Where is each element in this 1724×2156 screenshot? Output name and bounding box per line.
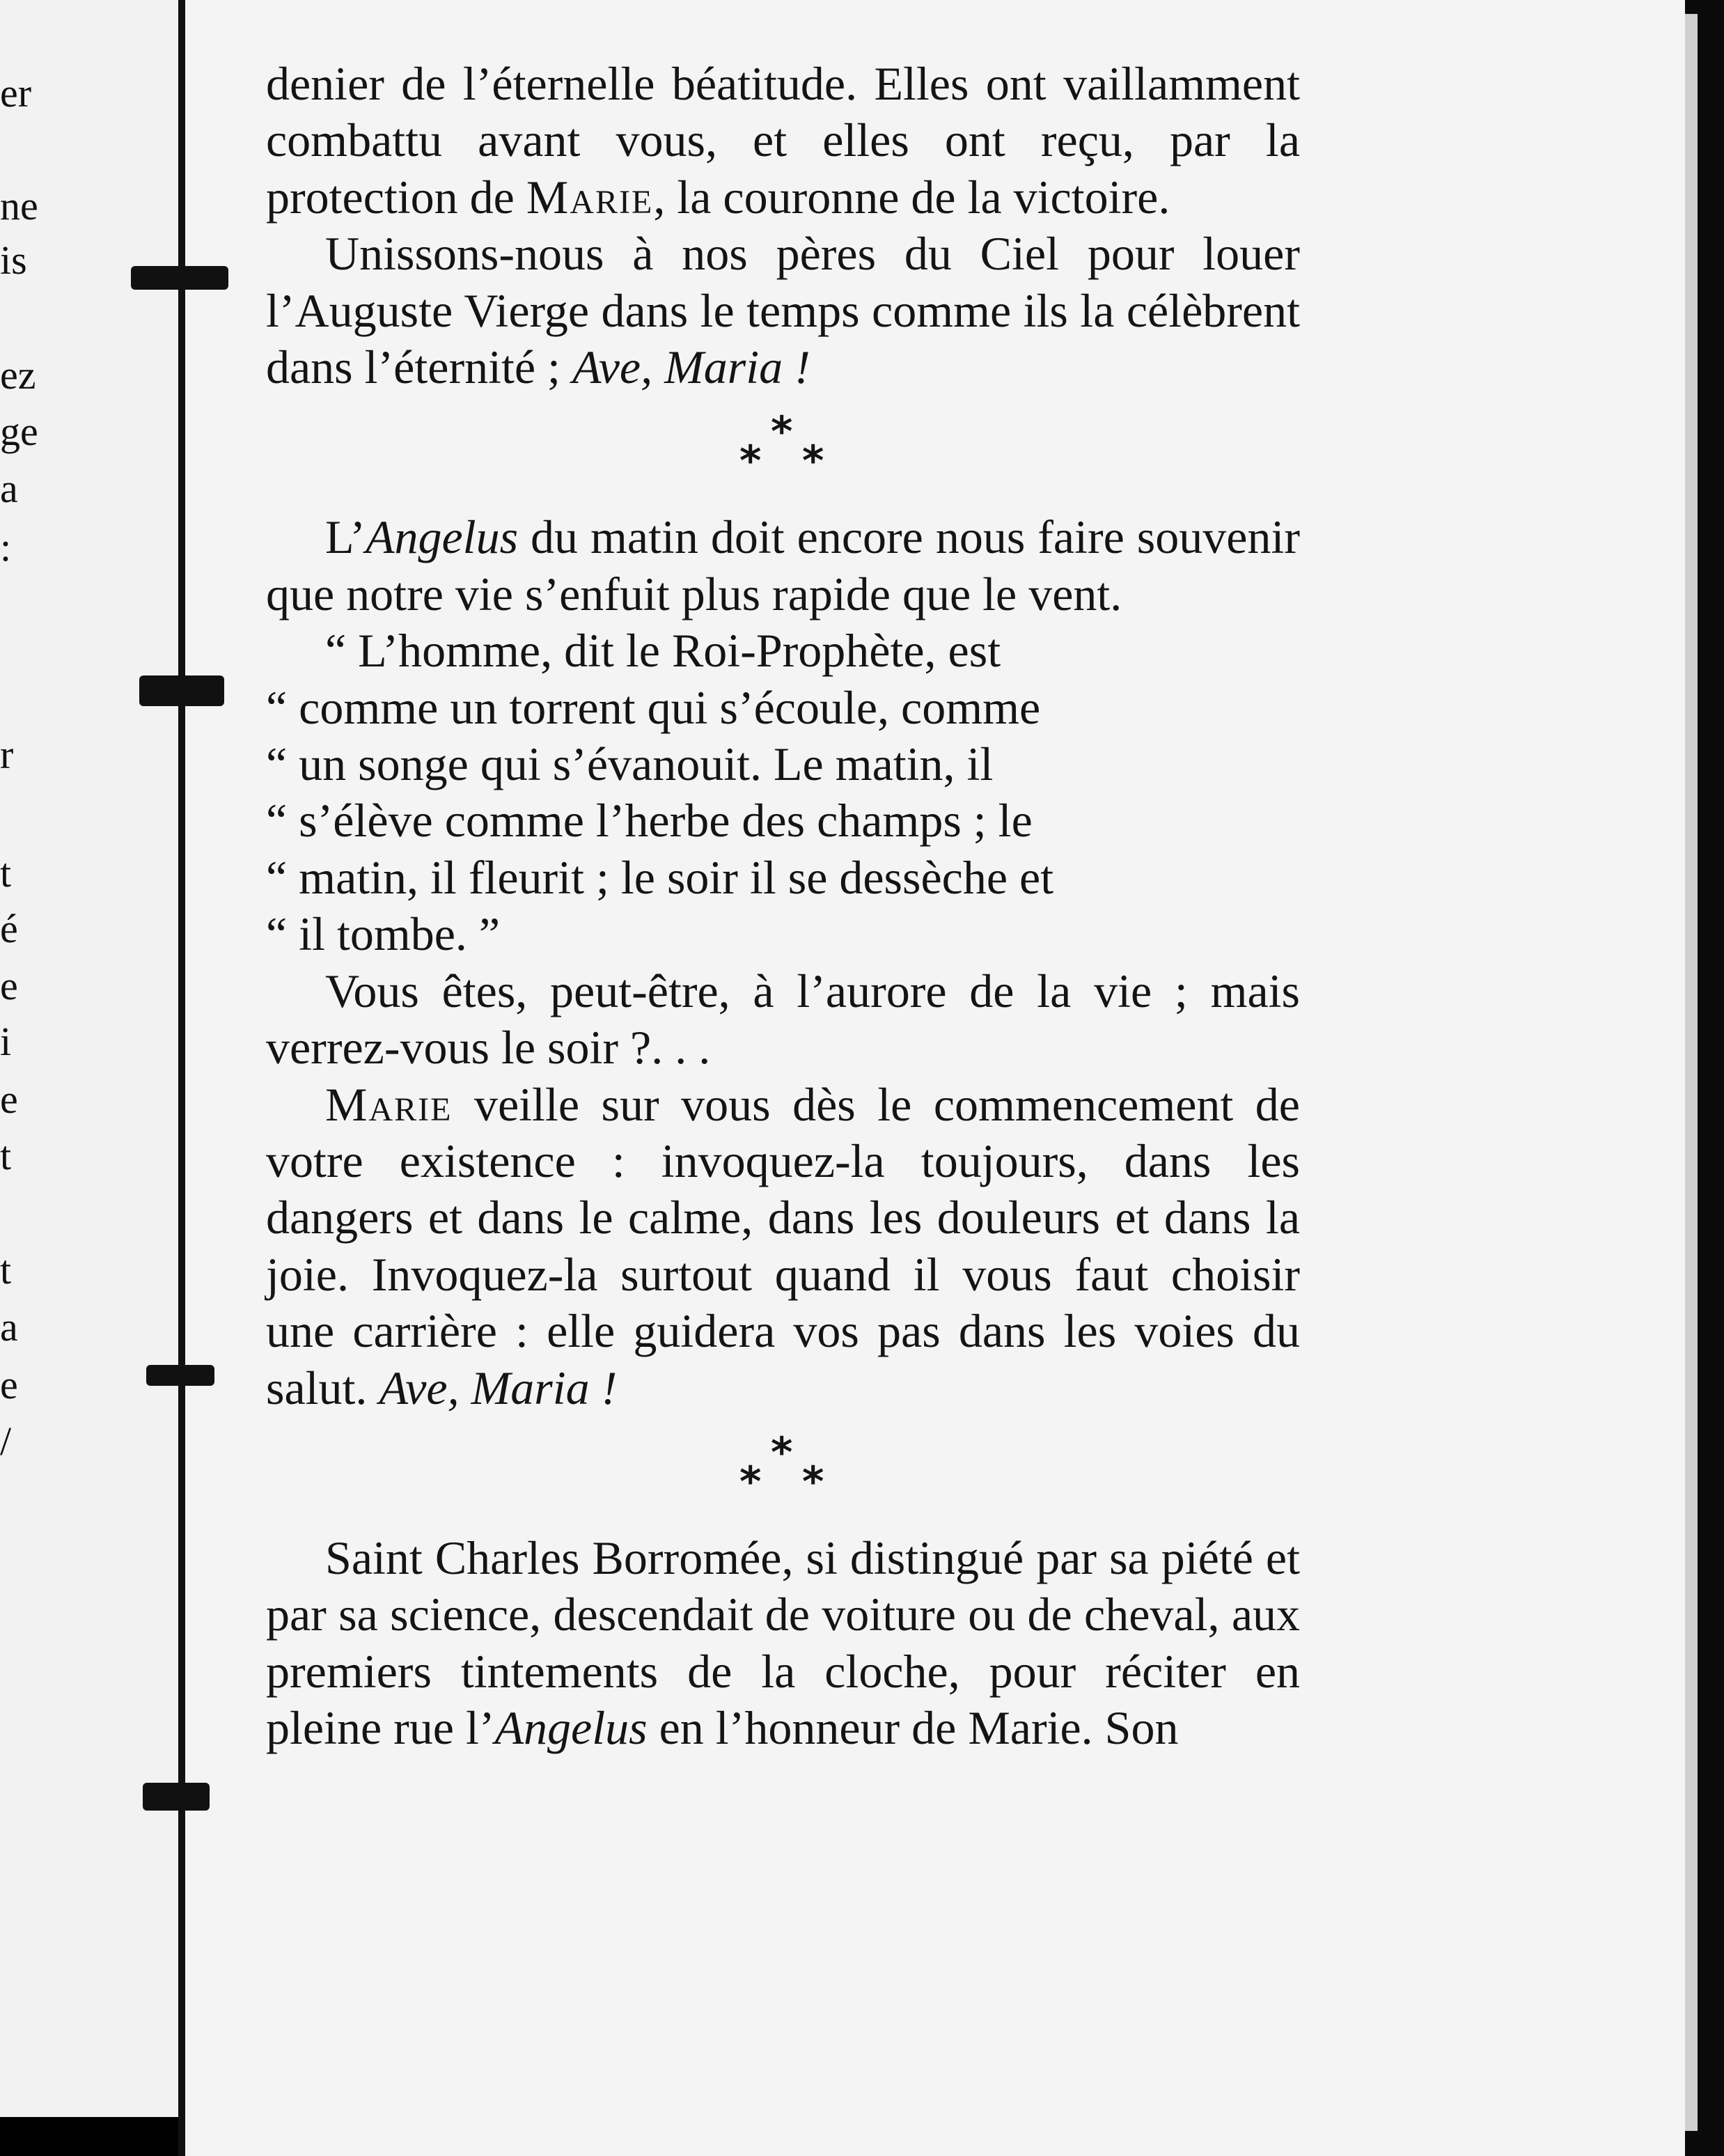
quote-line: “ un songe qui s’évanouit. Le matin, il — [266, 737, 994, 791]
left-fragment: a — [0, 466, 18, 511]
asterism-star: * — [802, 437, 824, 486]
ave-maria-italic: Ave, Maria ! — [572, 341, 810, 394]
binding-stitch — [139, 675, 224, 706]
left-fragment: t — [0, 1247, 12, 1292]
ave-maria-italic: Ave, Maria ! — [379, 1361, 618, 1414]
asterism-star: * — [802, 1457, 824, 1506]
left-fragment: is — [0, 237, 27, 283]
left-fragment: ne — [0, 183, 38, 228]
paragraph-4: Vous êtes, peut-être, à l’aurore de la vie ; mais verrez-vous le soir ?. . . — [266, 964, 1300, 1075]
binding-stitch — [143, 1783, 210, 1811]
left-fragment: r — [0, 732, 14, 777]
left-fragment: ez — [0, 352, 36, 398]
asterism-star: * — [771, 1428, 793, 1477]
left-fragment: t — [0, 1133, 12, 1178]
paragraph-text: L’ — [325, 510, 366, 564]
quote-line: “ il tombe. ” — [266, 907, 501, 961]
left-fragment: é — [0, 906, 18, 951]
angelus-italic: Angelus — [494, 1701, 648, 1755]
paragraph-text: du matin doit encore nous faire souvenir que notre vie s’enfuit plus rapide que le vent. — [266, 510, 1300, 620]
asterism-divider — [266, 1416, 1300, 1530]
marie-small-caps: Marie — [526, 170, 654, 224]
left-fragment: e — [0, 1077, 18, 1122]
quote-line: “ matin, il fleurit ; le soir il se dessèche et — [266, 850, 1054, 904]
left-fragment: i — [0, 1019, 12, 1064]
left-fragment: er — [0, 70, 32, 116]
left-fragment: t — [0, 850, 12, 896]
asterism-divider — [266, 396, 1300, 509]
asterism-star: * — [739, 437, 762, 486]
quote-line: “ comme un torrent qui s’écoule, comme — [266, 680, 1041, 734]
left-fragment: e — [0, 1362, 18, 1407]
left-fragment: : — [0, 524, 12, 570]
paragraph-3 — [266, 509, 1300, 623]
paragraph-text: Saint Charles Borromée, si distingué par sa piété et par sa science, descendait de voiture ou de cheval, aux premiers tintements de la cloche, pour réciter en pleine rue l’ — [266, 1531, 1300, 1755]
left-fragment: / — [0, 1419, 12, 1464]
marie-small-caps: Marie — [325, 1077, 453, 1131]
page-text — [266, 56, 1300, 1757]
paragraph-1 — [266, 56, 1300, 226]
binding-stitch — [131, 266, 228, 290]
paragraph-text: Unissons-nous à nos pères du Ciel pour louer l’Auguste Vierge dans le temps comme ils la célèbrent dans l’éternité ; — [266, 227, 1300, 394]
left-fragment: e — [0, 963, 18, 1008]
asterism-star: * — [771, 407, 793, 457]
angelus-italic: Angelus — [365, 510, 519, 564]
quote-line: “ s’élève comme l’herbe des champs ; le — [266, 794, 1033, 847]
paragraph-6 — [266, 1530, 1300, 1757]
binding-stitch — [146, 1365, 214, 1386]
left-fragment: ge — [0, 409, 38, 454]
paragraph-text: denier de l’éternelle béatitude. Elles ont vaillamment combattu avant vous, et elles ont reçu, par la protection de — [266, 57, 1300, 224]
quote-line: “ L’homme, dit le Roi-Prophète, est — [325, 624, 1001, 678]
asterism-star: * — [739, 1457, 762, 1506]
paragraph-5 — [266, 1077, 1300, 1416]
paragraph-text: en l’honneur de Marie. Son — [647, 1701, 1179, 1755]
book-gutter — [178, 0, 185, 2156]
paragraph-2 — [266, 226, 1300, 396]
left-fragment: a — [0, 1304, 18, 1350]
paragraph-text: veille sur vous dès le commencement de votre existence : invoquez-la toujours, dans les dangers et dans le calme, dans les douleurs et dans la joie. Invoquez-la surtout quand il vous faut choisir une carrière : elle guidera vos pas dans les voies du salut. — [266, 1077, 1300, 1414]
page-edge-shadow — [1685, 0, 1724, 2156]
paragraph-text: , la couronne de la victoire. — [653, 170, 1170, 224]
